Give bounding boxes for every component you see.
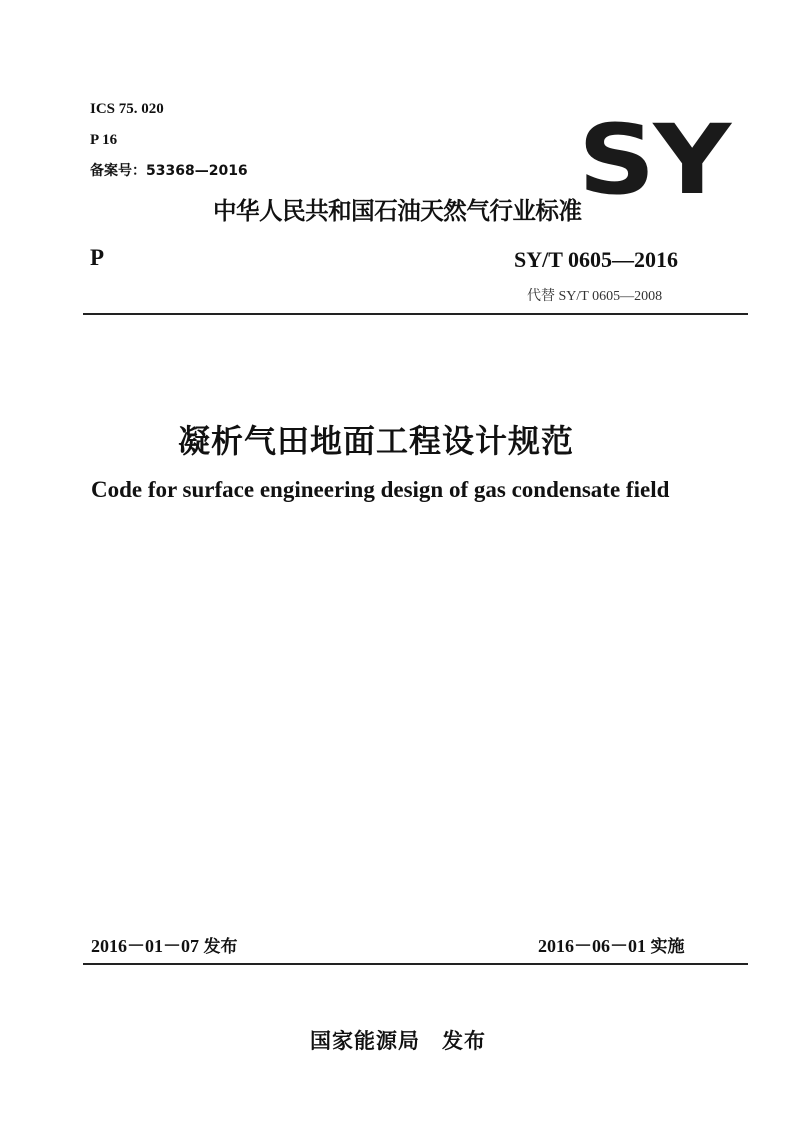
standard-type-title: 中华人民共和国石油天然气行业标准	[213, 197, 582, 225]
category-letter: P	[90, 245, 105, 270]
standard-number: SY/T 0605—2016	[514, 247, 679, 272]
implementation-label: 实施	[650, 937, 685, 957]
issue-date-value: 2016－01－07	[91, 936, 199, 956]
ics-code: ICS 75. 020	[90, 101, 164, 117]
title-chinese: 凝析气田地面工程设计规范	[178, 422, 575, 460]
issue-label: 发布	[203, 937, 238, 957]
implementation-date-value: 2016－06－01	[538, 936, 646, 956]
top-divider	[83, 313, 748, 315]
issue-date	[91, 932, 238, 958]
implementation-date	[538, 932, 685, 958]
ccs-code: P 16	[90, 132, 118, 148]
issuing-authority: 国家能源局 发布	[310, 1029, 486, 1053]
sy-logo: SY	[578, 104, 729, 216]
title-english: Code for surface engineering design of gas condensate field	[91, 477, 670, 502]
bottom-divider	[83, 963, 748, 965]
record-number: 备案号：53368—2016	[90, 163, 248, 179]
replaces-standard: 代替 SY/T 0605—2008	[527, 289, 663, 304]
